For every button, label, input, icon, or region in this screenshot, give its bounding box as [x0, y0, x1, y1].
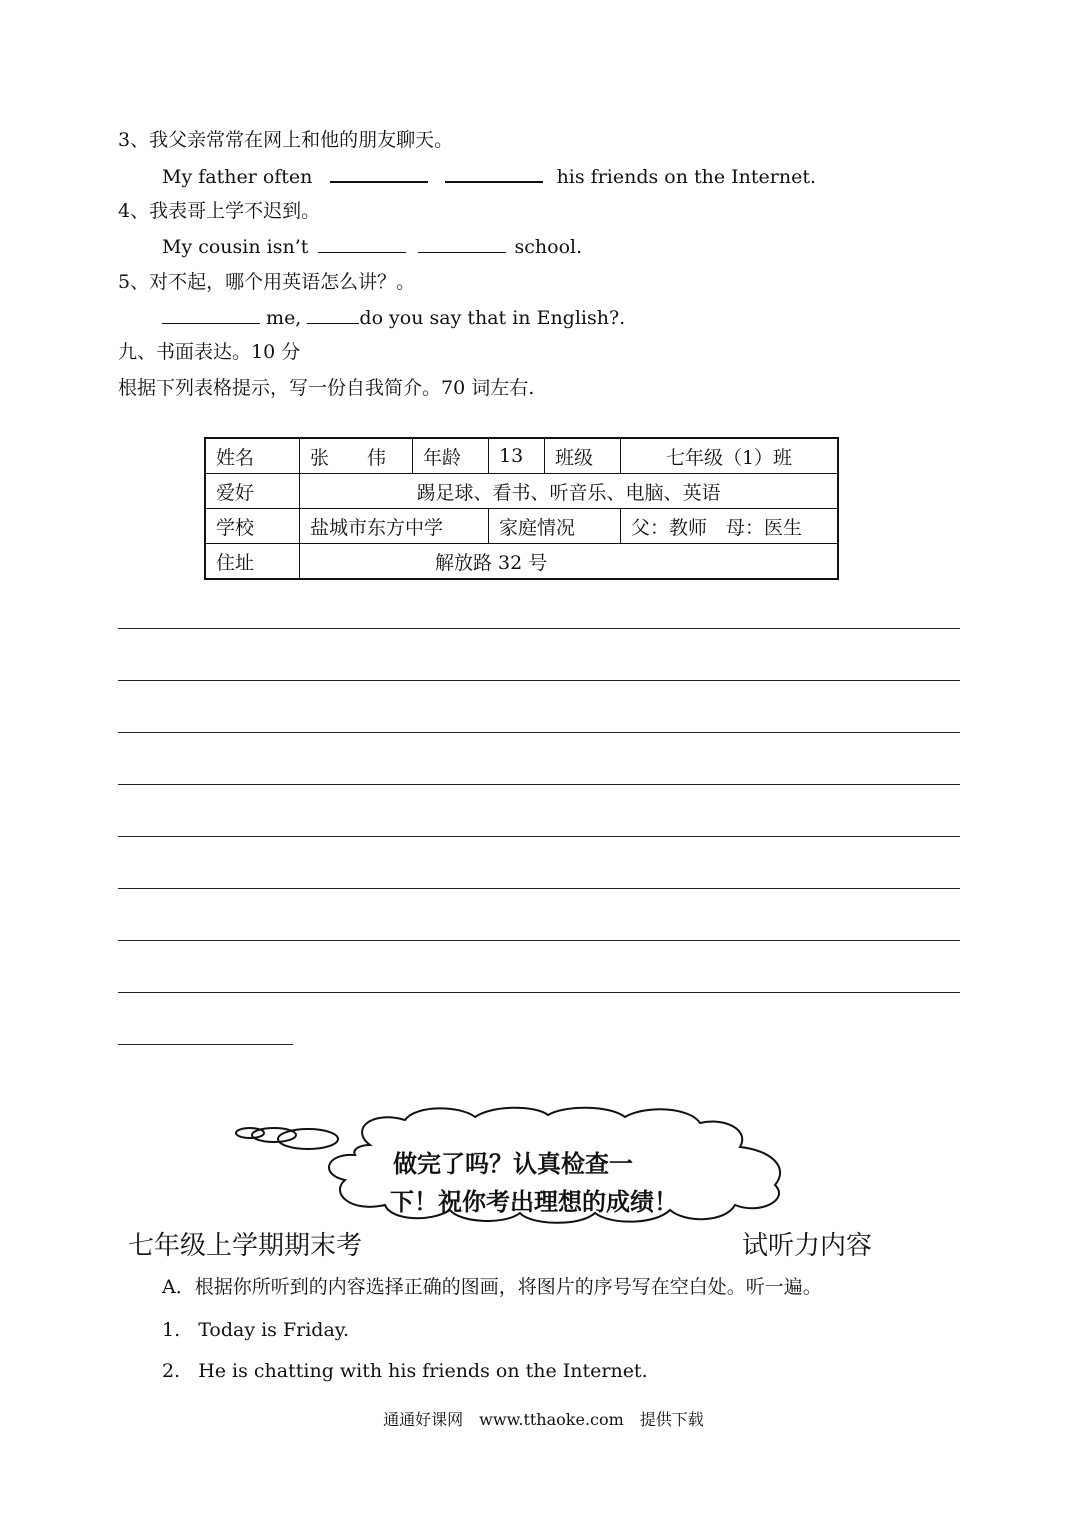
question-4-before: My cousin isn’t: [162, 236, 309, 258]
writing-line[interactable]: [118, 992, 960, 993]
hobby-value: 踢足球、看书、听音乐、电脑、英语: [300, 474, 839, 509]
question-4-sentence: [162, 234, 582, 259]
address-label: 住址: [205, 544, 300, 580]
name-label: 姓名: [205, 438, 300, 474]
class-value: 七年级（1）班: [621, 438, 839, 474]
writing-line[interactable]: [118, 680, 960, 681]
answer-blank[interactable]: [418, 234, 506, 253]
writing-line[interactable]: [118, 836, 960, 837]
name-value: 张 伟: [300, 438, 413, 474]
question-5-middle: me,: [266, 307, 302, 329]
item-number: 1.: [162, 1319, 181, 1341]
answer-blank[interactable]: [445, 163, 543, 183]
question-5-after: do you say that in English?.: [359, 307, 626, 329]
family-value: 父：教师 母：医生: [621, 509, 839, 544]
listening-item: [162, 1318, 349, 1342]
question-3-after: his friends on the Internet.: [556, 166, 817, 188]
question-3-before: My father often: [162, 166, 313, 188]
question-3-prompt: 3、我父亲常常在网上和他的朋友聊天。: [118, 129, 454, 151]
family-label: 家庭情况: [489, 509, 621, 544]
hobby-label: 爱好: [205, 474, 300, 509]
cloud-line-1: 做完了吗？认真检查一: [393, 1150, 633, 1178]
listening-item: [162, 1359, 648, 1383]
school-value: 盐城市东方中学: [300, 509, 489, 544]
writing-line[interactable]: [118, 732, 960, 733]
footer-credit: 通通好课网 www.tthaoke.com 提供下载: [383, 1410, 704, 1429]
question-4-after: school.: [514, 236, 583, 258]
item-text: He is chatting with his friends on the Internet.: [198, 1360, 648, 1382]
listening-heading-left: 七年级上学期期末考: [128, 1231, 363, 1261]
section-9-instruction: 根据下列表格提示，写一份自我简介。70 词左右.: [118, 377, 535, 399]
writing-line[interactable]: [118, 628, 960, 629]
answer-blank[interactable]: [307, 305, 359, 324]
answer-blank[interactable]: [162, 305, 260, 324]
writing-line-short[interactable]: [118, 1044, 293, 1045]
writing-line[interactable]: [118, 888, 960, 889]
age-value: 13: [489, 438, 545, 474]
school-label: 学校: [205, 509, 300, 544]
question-5-sentence: [162, 305, 625, 330]
answer-blank[interactable]: [330, 163, 428, 183]
item-text: Today is Friday.: [198, 1319, 350, 1341]
answer-blank[interactable]: [318, 234, 406, 253]
writing-line[interactable]: [118, 940, 960, 941]
writing-line[interactable]: [118, 784, 960, 785]
question-3-sentence: [162, 163, 816, 189]
question-5-prompt: 5、对不起，哪个用英语怎么讲？。: [118, 271, 416, 293]
question-4-prompt: 4、我表哥上学不迟到。: [118, 200, 321, 222]
cloud-line-2-clip: [380, 1180, 710, 1216]
item-number: 2.: [162, 1360, 181, 1382]
age-label: 年龄: [413, 438, 489, 474]
cloud-line-2: 下！祝你考出理想的成绩！: [390, 1188, 678, 1216]
address-value: 解放路 32 号: [300, 544, 839, 580]
info-table: [204, 437, 839, 580]
listening-heading-right: 试听力内容: [742, 1231, 873, 1261]
class-label: 班级: [545, 438, 621, 474]
section-9-title: 九、书面表达。10 分: [118, 341, 301, 363]
listening-section-a: A．根据你所听到的内容选择正确的图画，将图片的序号写在空白处。听一遍。: [162, 1276, 822, 1298]
